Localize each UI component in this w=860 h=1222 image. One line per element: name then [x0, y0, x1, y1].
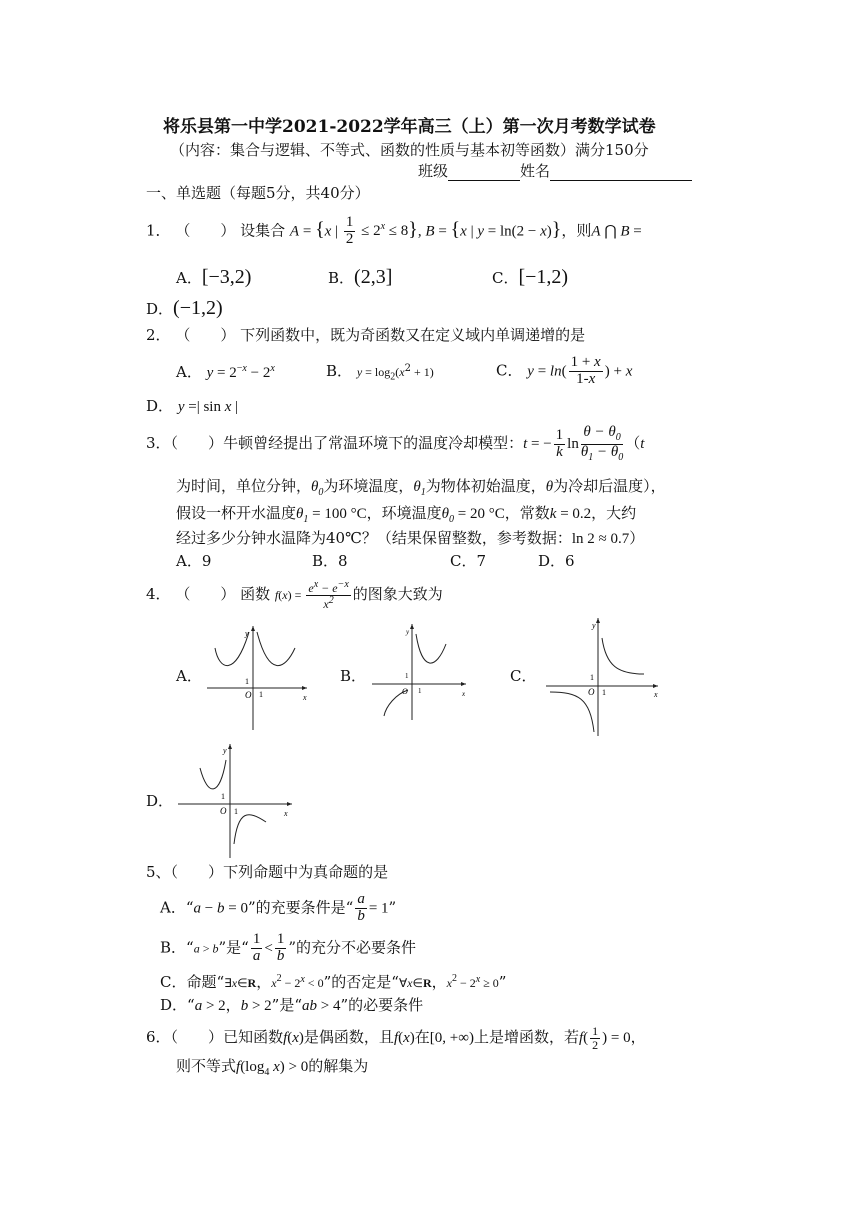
- q1-paren: （ ）: [175, 221, 236, 240]
- graph-c-x-label: x: [654, 690, 658, 699]
- graph-b-y-label: y: [406, 628, 410, 636]
- q5-number: 5、: [146, 863, 171, 881]
- q3-line-4: 经过多少分钟水温降为40℃？（结果保留整数，参考数据：ln 2 ≈ 0.7）: [176, 529, 645, 547]
- q4-graph-d: [176, 740, 298, 860]
- graph-d-one-x: 1: [234, 807, 238, 816]
- name-blank: [550, 163, 692, 181]
- q1-option-c: C．[−1,2): [492, 266, 569, 288]
- page-subtitle: （内容：集合与逻辑、不等式、函数的性质与基本初等函数）满分150分: [170, 141, 649, 159]
- graph-a-one-y: 1: [245, 677, 249, 686]
- q5-text: 下列命题中为真命题的是: [223, 863, 389, 881]
- graph-d-y-label: y: [223, 746, 227, 755]
- q4-graph-a: [205, 622, 315, 734]
- graph-a-y-label: y: [245, 629, 249, 638]
- q1-set-a: A: [289, 223, 300, 240]
- q6-number: 6．: [146, 1028, 171, 1047]
- graph-b-x-label: x: [462, 690, 466, 698]
- graph-a-origin: O: [245, 690, 252, 700]
- graph-c-y-label: y: [592, 621, 596, 630]
- question-1-stem: 1． （ ） 设集合 A = {x | $\frac{1}{2}$ ≤ $2^x \le 8$}, B = {x | y = ln(2 − x)}，则A ⋂ B =: [146, 214, 642, 247]
- question-4-stem: 4． （ ） 函数 f(x) = $\frac{e^x - e^{-x}}{x^2}$ 的图象大致为: [146, 579, 443, 611]
- q2-option-d: D． y =| sin x |: [146, 397, 239, 415]
- graph-d-origin: O: [220, 806, 227, 816]
- q4-option-d-letter: D．: [146, 792, 174, 810]
- q3-number: 3．: [146, 434, 171, 452]
- q6-paren: （ ）: [170, 1028, 224, 1047]
- q1-conclusion: ，则: [561, 221, 592, 240]
- q4-option-b-letter: B．: [340, 667, 367, 685]
- class-label: 班级: [418, 162, 449, 180]
- name-label: 姓名: [520, 162, 551, 180]
- q4-option-a-letter: A．: [176, 667, 202, 685]
- q3-option-b: B．8: [312, 552, 348, 570]
- graph-a-one-x: 1: [259, 690, 263, 699]
- question-3-stem: 3．（ ）牛顿曾经提出了常温环境下的温度冷却模型：t = − $\frac{1}{k}$ ln $\frac{\theta - \theta_0}{\theta_1 - \theta_0}$ （t: [146, 424, 645, 463]
- graph-b-origin: O: [402, 687, 408, 696]
- q2-option-a: A． $y = 2^{-x} - 2^x$: [176, 363, 275, 381]
- q4-graph-b: [370, 622, 470, 722]
- q5-option-c: C．命题“∃x∈R，$x^2 - 2^x < 0$”的否定是“∀x∈R，$x^2 - 2^x \ge 0$”: [160, 973, 507, 991]
- q4-text: 函数: [240, 585, 271, 604]
- q3-paren: （ ）: [170, 434, 224, 452]
- q4-option-c-letter: C．: [510, 667, 537, 685]
- graph-c-one-y: 1: [590, 673, 594, 682]
- question-2-stem: [146, 327, 585, 344]
- q3-line-3: 假设一杯开水温度$\theta_1 = 100$ °C，环境温度$\theta_0 = 20$ °C，常数k = 0.2，大约: [176, 504, 637, 525]
- q5-option-d: D．“a > 2，b > 2”是“ab > 4”的必要条件: [160, 996, 424, 1014]
- question-6-stem: 6．（ ）已知函数f(x)是偶函数，且f(x)在[0, +∞)上是增函数，若f( $\frac{1}{2}$ ) = 0，: [146, 1024, 646, 1052]
- graph-c-origin: O: [588, 687, 595, 697]
- q3-line-2: 为时间，单位分钟，$\theta_0$为环境温度，$\theta_1$为物体初始温度，θ为冷却后温度），: [176, 477, 666, 498]
- graph-d-x-label: x: [284, 809, 288, 818]
- class-name-line: [418, 163, 692, 181]
- q1-text: 设集合: [240, 221, 286, 240]
- q3-text: 牛顿曾经提出了常温环境下的温度冷却模型：: [223, 434, 524, 452]
- q4-graph-c: [544, 614, 664, 738]
- graph-a-x-label: x: [303, 693, 307, 702]
- q2-option-b: B． $y = \log_2(x^2 + 1)$: [326, 362, 434, 383]
- q3-option-a: A．9: [176, 552, 212, 570]
- q1-number: 1．: [146, 221, 171, 240]
- graph-c-one-x: 1: [602, 688, 606, 697]
- question-5-stem: [146, 864, 388, 881]
- q2-number: 2．: [146, 326, 171, 344]
- class-blank: [448, 163, 520, 181]
- q1-option-d: D．(−1,2): [146, 297, 223, 319]
- q3-option-d: D．6: [538, 552, 575, 570]
- q4-paren: （ ）: [175, 585, 236, 604]
- q5-paren: （ ）: [170, 863, 224, 881]
- q3-option-c: C．7: [450, 552, 487, 570]
- q5-option-b: B．“a > b”是“ $\frac{1}{a}$ < $\frac{1}{b}$ ”的充分不必要条件: [160, 931, 416, 964]
- page-title: 将乐县第一中学2021-2022学年高三（上）第一次月考数学试卷: [163, 117, 656, 137]
- graph-d-one-y: 1: [221, 792, 225, 801]
- q2-text: 下列函数中，既为奇函数又在定义域内单调递增的是: [240, 326, 586, 344]
- q5-option-a: A．“a − b = 0”的充要条件是“ $\frac{a}{b}$ = 1”: [160, 891, 397, 924]
- section-title: 一、单选题（每题5分，共40分）: [146, 184, 370, 202]
- graph-b-one-x: 1: [418, 687, 422, 695]
- q2-option-c: C． y = ln( $\frac{1 + x}{1-x}$ ) + x: [496, 354, 633, 387]
- q1-option-b: B．(2,3]: [328, 266, 393, 288]
- q1-option-a: A．[−3,2): [176, 266, 252, 288]
- graph-b-one-y: 1: [405, 672, 409, 680]
- q4-number: 4．: [146, 585, 171, 604]
- q2-paren: （ ）: [175, 326, 236, 344]
- q6-line-2: 则不等式$f(\log_4$ x) > 0的解集为: [176, 1057, 369, 1078]
